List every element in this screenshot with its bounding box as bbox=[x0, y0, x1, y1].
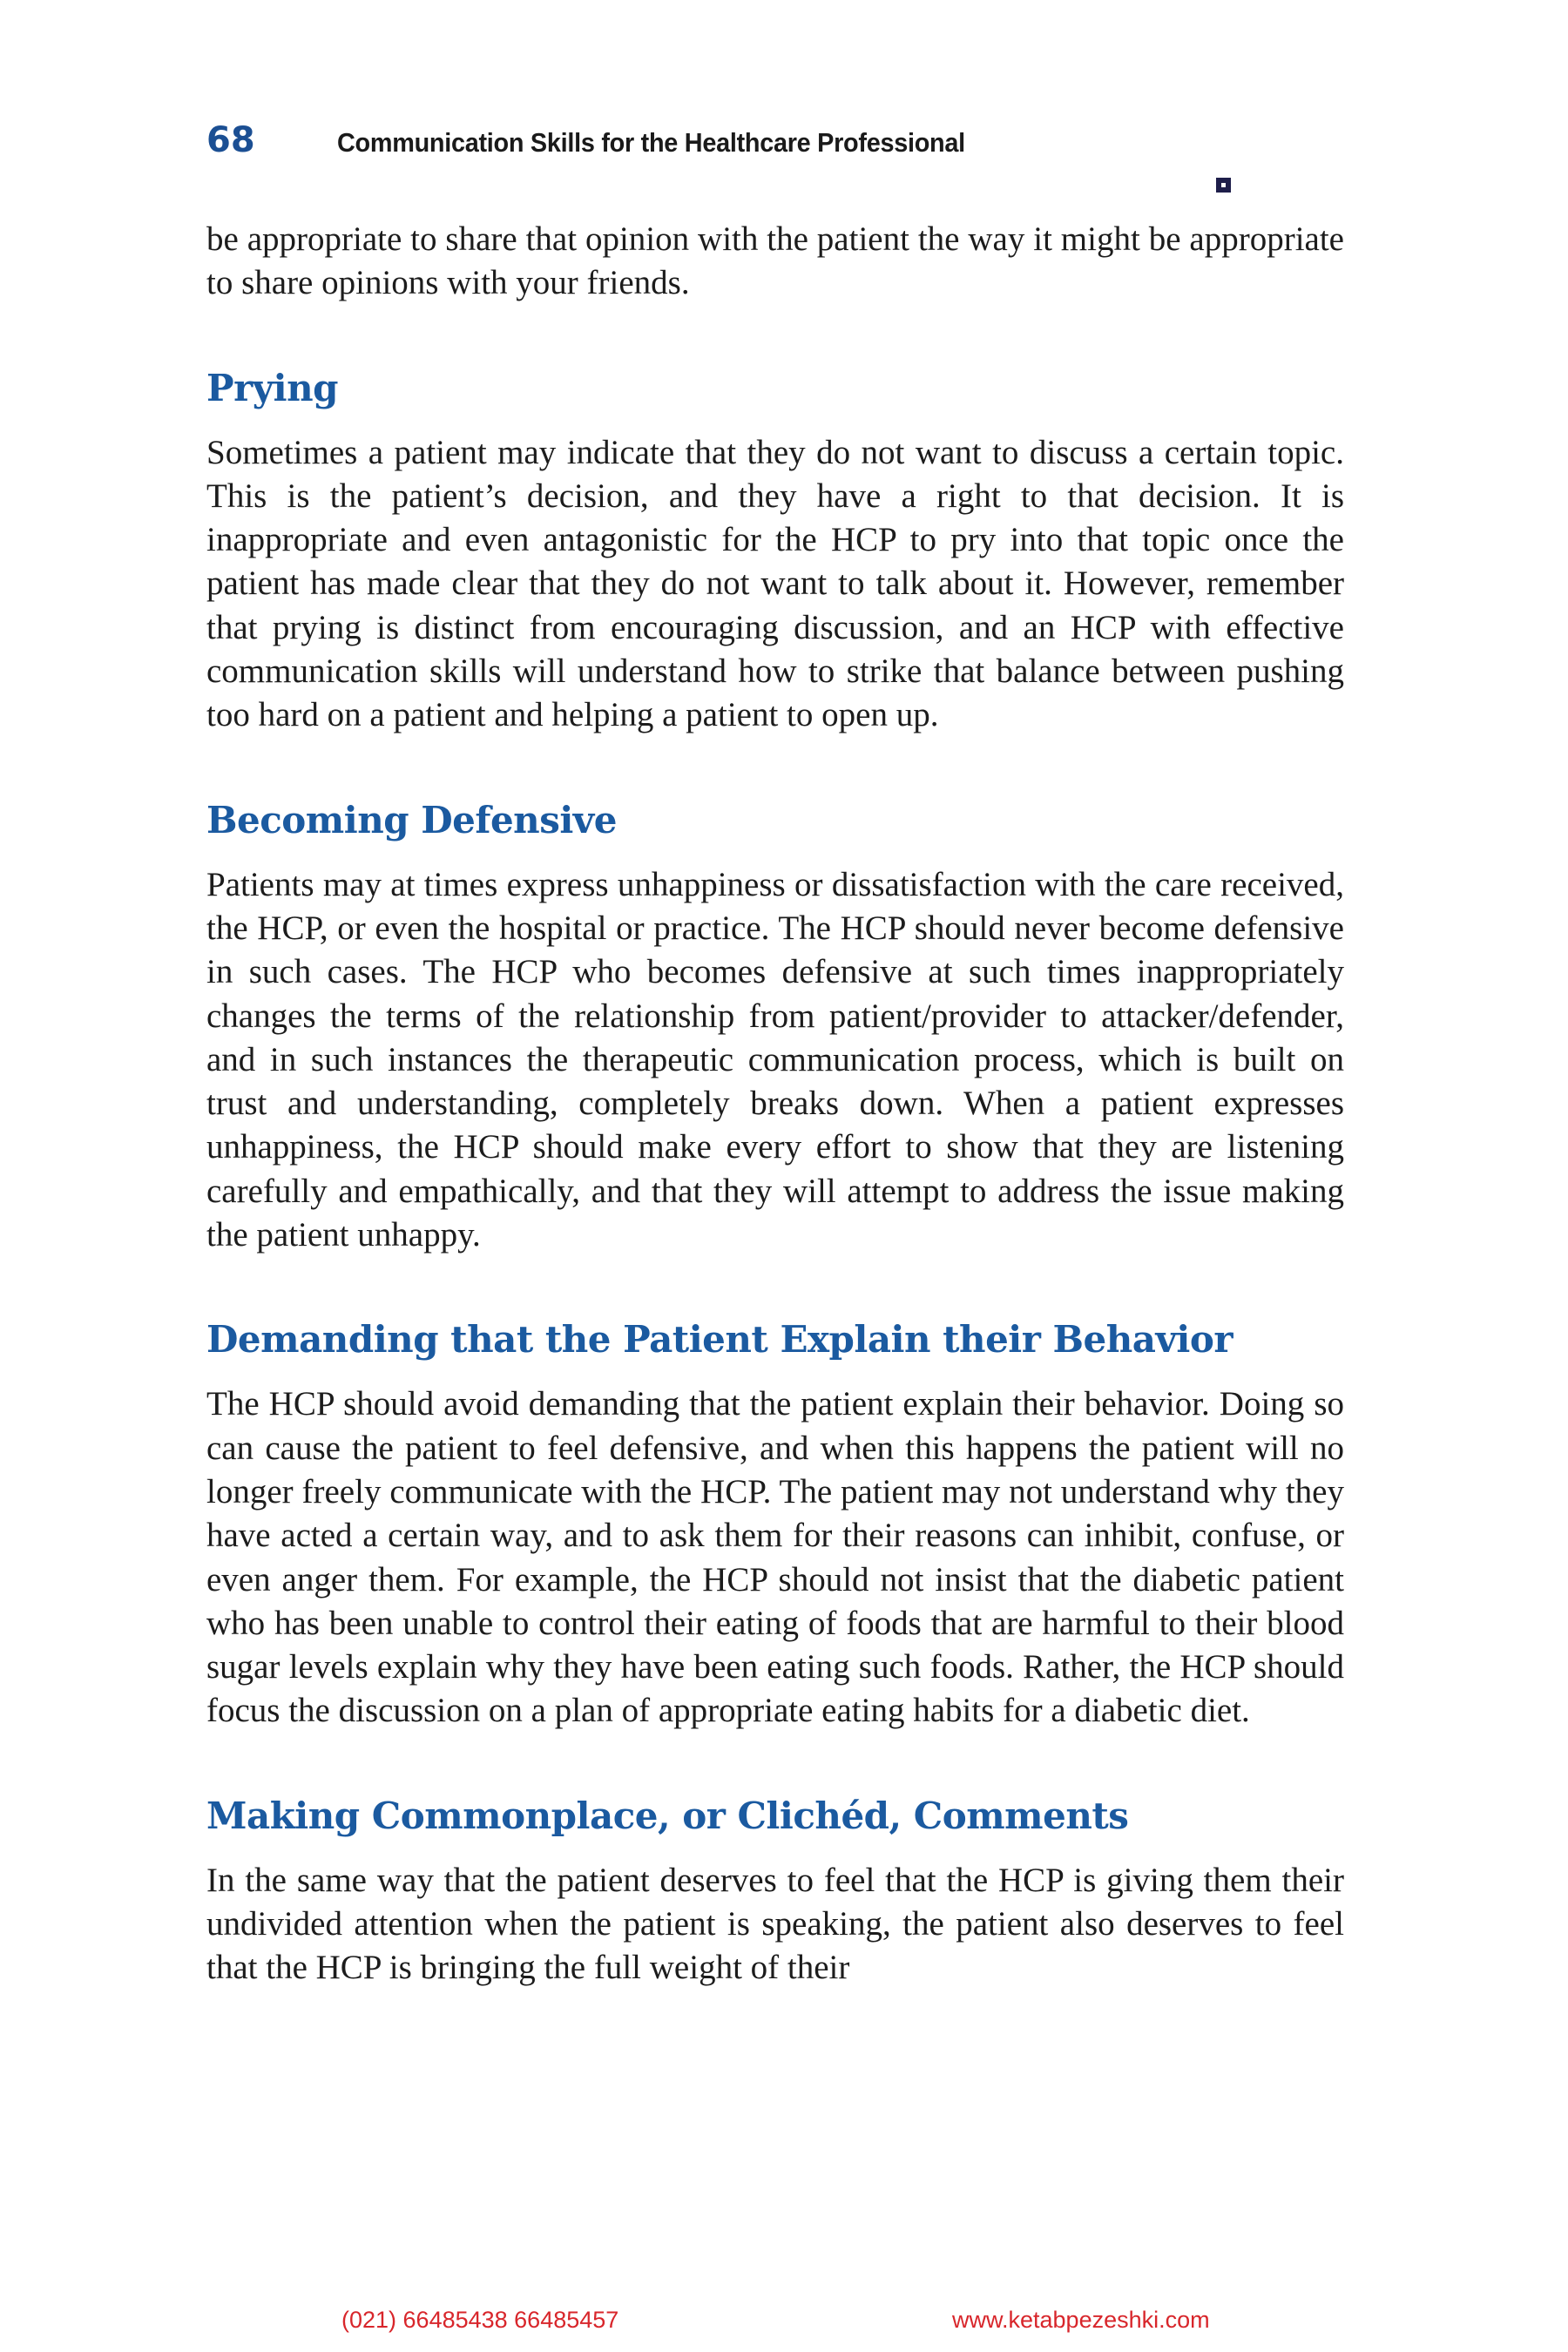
running-title: Communication Skills for the Healthcare Professional bbox=[337, 127, 965, 158]
section-heading-cliched-comments: Making Commonplace, or Clichéd, Comments bbox=[206, 1794, 1129, 1837]
footer-phone: (021) 66485438 66485457 bbox=[341, 2307, 619, 2333]
section-body-prying: Sometimes a patient may indicate that they do not want to discuss a certain topic. This is the patient’s decision, and they have a right to that decision. It is inappropriate and even antagonistic for the HCP to pry into that topic once the patient has made clear that they do not want to talk about it. However, remember that prying is distinct from encouraging discussion, and an HCP with effective communication skills will understand how to strike that balance between pushing too hard on a patient and helping a patient to open up. bbox=[206, 433, 1344, 734]
section-body-demanding-explanation: The HCP should avoid demanding that the patient explain their behavior. Doing so can cause the patient to feel defensive, and when this happens the patient will no longer freely communicate with the HCP. The patient may not understand why they have acted a certain way, and to ask them for their reasons can inhibit, confuse, or even anger them. For example, the HCP should not insist that the diabetic patient who has been unable to control their eating of foods that are harmful to their blood sugar levels explain why they have been eating such foods. Rather, the HCP should focus the discussion on a plan of appropriate eating habits for a diabetic diet. bbox=[206, 1385, 1344, 1730]
section-body-cliched-comments: In the same way that the patient deserves to feel that the HCP is giving them their undivided attention when the patient is speaking, the patient also deserves to feel that the HCP is bringing the full weight of their bbox=[206, 1861, 1344, 1987]
running-head bbox=[206, 120, 1012, 172]
page-number: 68 bbox=[206, 120, 255, 160]
section-heading-becoming-defensive: Becoming Defensive bbox=[206, 798, 617, 841]
section-body-becoming-defensive: Patients may at times express unhappiness or dissatisfaction with the care received, the HCP, or even the hospital or practice. The HCP should never become defensive in such cases. The HCP who becomes defensive at such times inappropriately changes the terms of the relationship from patient/provider to attacker/defender, and in such instances the therapeutic communication process, which is built on trust and understanding, completely breaks down. When a patient expresses unhappiness, the HCP should make every effort to show that they are listening carefully and empathically, and that they will attempt to address the issue making the patient unhappy. bbox=[206, 865, 1344, 1254]
corner-marker-icon bbox=[1216, 178, 1231, 193]
footer-website[interactable]: www.ketabpezeshki.com bbox=[952, 2307, 1210, 2333]
continuation-paragraph: be appropriate to share that opinion with the patient the way it might be appropriate to share opinions with your friends. bbox=[206, 220, 1344, 302]
page-body bbox=[206, 218, 1344, 1990]
section-heading-demanding-explanation: Demanding that the Patient Explain their Behavior bbox=[206, 1318, 1233, 1362]
section-heading-prying: Prying bbox=[206, 366, 338, 409]
